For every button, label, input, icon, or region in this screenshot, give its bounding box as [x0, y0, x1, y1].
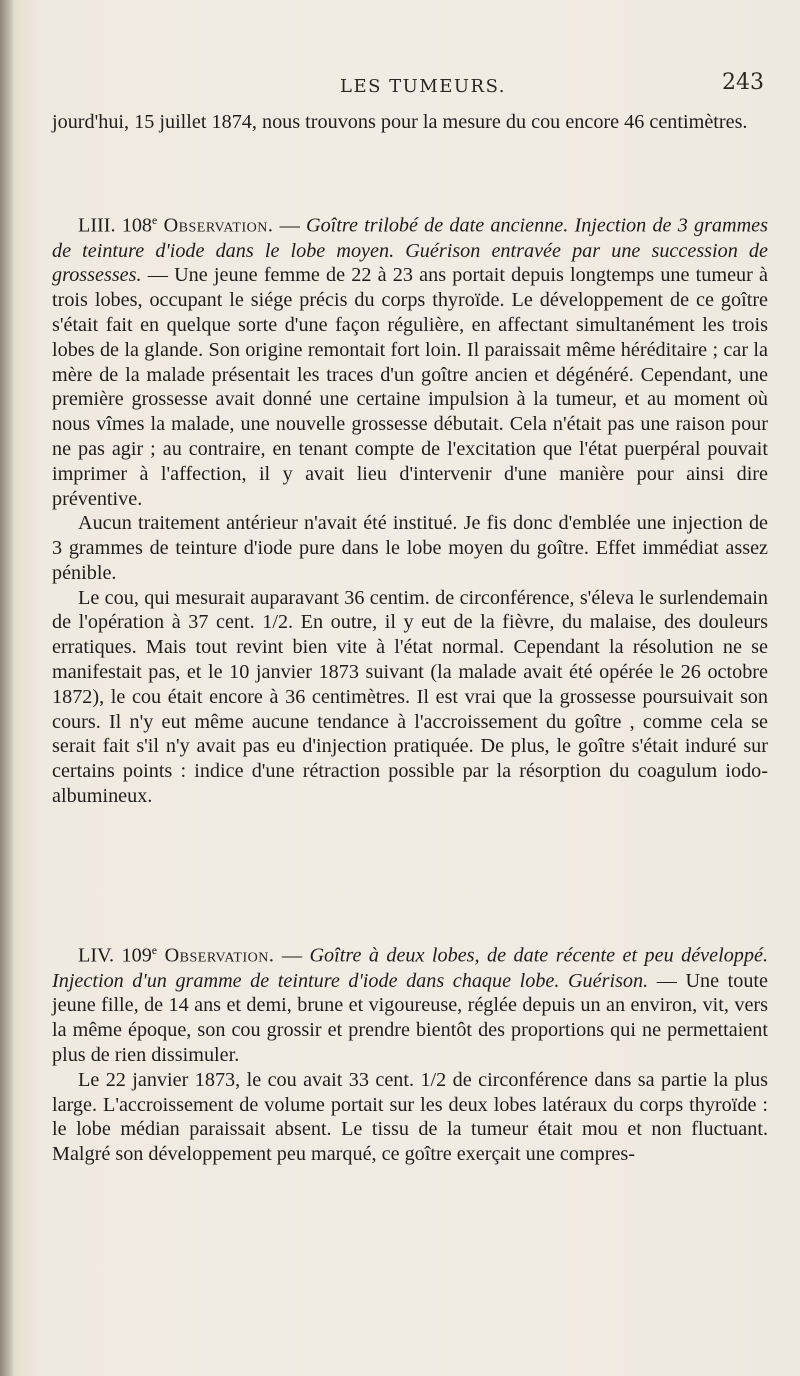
- observation-54: [52, 938, 768, 1167]
- observation-54-number: LIV. 109: [78, 944, 152, 967]
- observation-53: [52, 208, 768, 809]
- observation-53-heading-paragraph: [52, 208, 768, 511]
- observation-54-heading-paragraph: [52, 938, 768, 1068]
- observation-53-title: Goître trilobé de date ancienne. Injection de 3 grammes de teinture d'iode dans le lobe moyen. Guérison entravée par une succession de grossesses.: [52, 214, 769, 287]
- observation-53-dash: —: [273, 214, 306, 237]
- continuation-text: jourd'hui, 15 juillet 1874, nous trouvons pour la mesure du cou encore 46 centimètres.: [52, 111, 748, 133]
- observation-54-dash: —: [274, 944, 310, 967]
- observation-54-body-2: Le 22 janvier 1873, le cou avait 33 cent. 1/2 de circonférence dans sa partie la plus large. L'accroissement de volume portait sur les deux lobes latéraux du corps thyroïde : le lobe médian paraissait absent. Le tissu de la tumeur était mou et non fluctuant. Malgré son développement peu marqué, ce goître exerçait une compres-: [52, 1068, 768, 1166]
- page-binding-shadow: [0, 0, 14, 1376]
- page-number: 243: [722, 70, 764, 95]
- running-title: LES TUMEURS.: [340, 76, 507, 97]
- observation-54-body-1: — Une toute jeune fille, de 14 ans et demi, brune et vigoureuse, réglée depuis un an environ, vit, vers la même époque, son cou grossir et prendre bientôt des proportions qui ne permettaient plus de rien dissimuler.: [52, 969, 768, 1066]
- continuation-paragraph: [52, 110, 768, 135]
- observation-54-title: Goître à deux lobes, de date récente et peu développé. Injection d'un gramme de teinture d'iode dans chaque lobe. Guérison.: [52, 944, 768, 992]
- observation-53-label: Observation.: [163, 214, 274, 237]
- observation-53-body-1: — Une jeune femme de 22 à 23 ans portait depuis longtemps une tumeur à trois lobes, occupant le siége précis du corps thyroïde. Le développement de ce goître s'était fait en quelque sorte d'une façon régulière, en affectant simultanément les trois lobes de la glande. Son origine remontait fort loin. Il paraissait même héréditaire ; car la mère de la malade présentait les traces d'un goître ancien et dégénéré. Cependant, une première grossesse avait donné une certaine impulsion à la tumeur, et au moment où nous vîmes la malade, une nouvelle grossesse débutait. Cela n'était pas une raison pour ne pas agir ; au contraire, en tenant compte de l'excitation que l'état puerpéral pouvait imprimer à l'affection, il y avait lieu d'intervenir d'une manière pour ainsi dire préventive.: [52, 264, 768, 510]
- observation-53-body-2: Aucun traitement antérieur n'avait été institué. Je fis donc d'emblée une injection de 3 grammes de teinture d'iode pure dans le lobe moyen du goître. Effet immédiat assez pénible.: [52, 512, 768, 584]
- observation-53-number: LIII. 108: [78, 214, 153, 237]
- observation-53-superscript: e: [152, 213, 158, 227]
- observation-54-label: Observation.: [164, 944, 275, 967]
- observation-54-superscript: e: [151, 943, 158, 957]
- observation-53-body-3: Le cou, qui mesurait auparavant 36 centim. de circonférence, s'éleva le surlendemain de l'opération à 37 cent. 1/2. En outre, il y eut de la fièvre, du malaise, des douleurs erratiques. Mais tout revint bien vite à l'état normal. Cependant la résolution ne se manifestait pas, et le 10 janvier 1873 suivant (la malade avait été opérée le 26 octobre 1872), le cou était encore à 36 centimètres. Il est vrai que la grossesse poursuivait son cours. Il n'y eut même aucune tendance à l'accroissement du goître , comme cela se serait fait s'il n'y avait pas eu d'injection pratiquée. De plus, le goître s'était induré sur certains points : indice d'une rétraction possible par la résorption du coagulum iodo-albumineux.: [52, 586, 768, 808]
